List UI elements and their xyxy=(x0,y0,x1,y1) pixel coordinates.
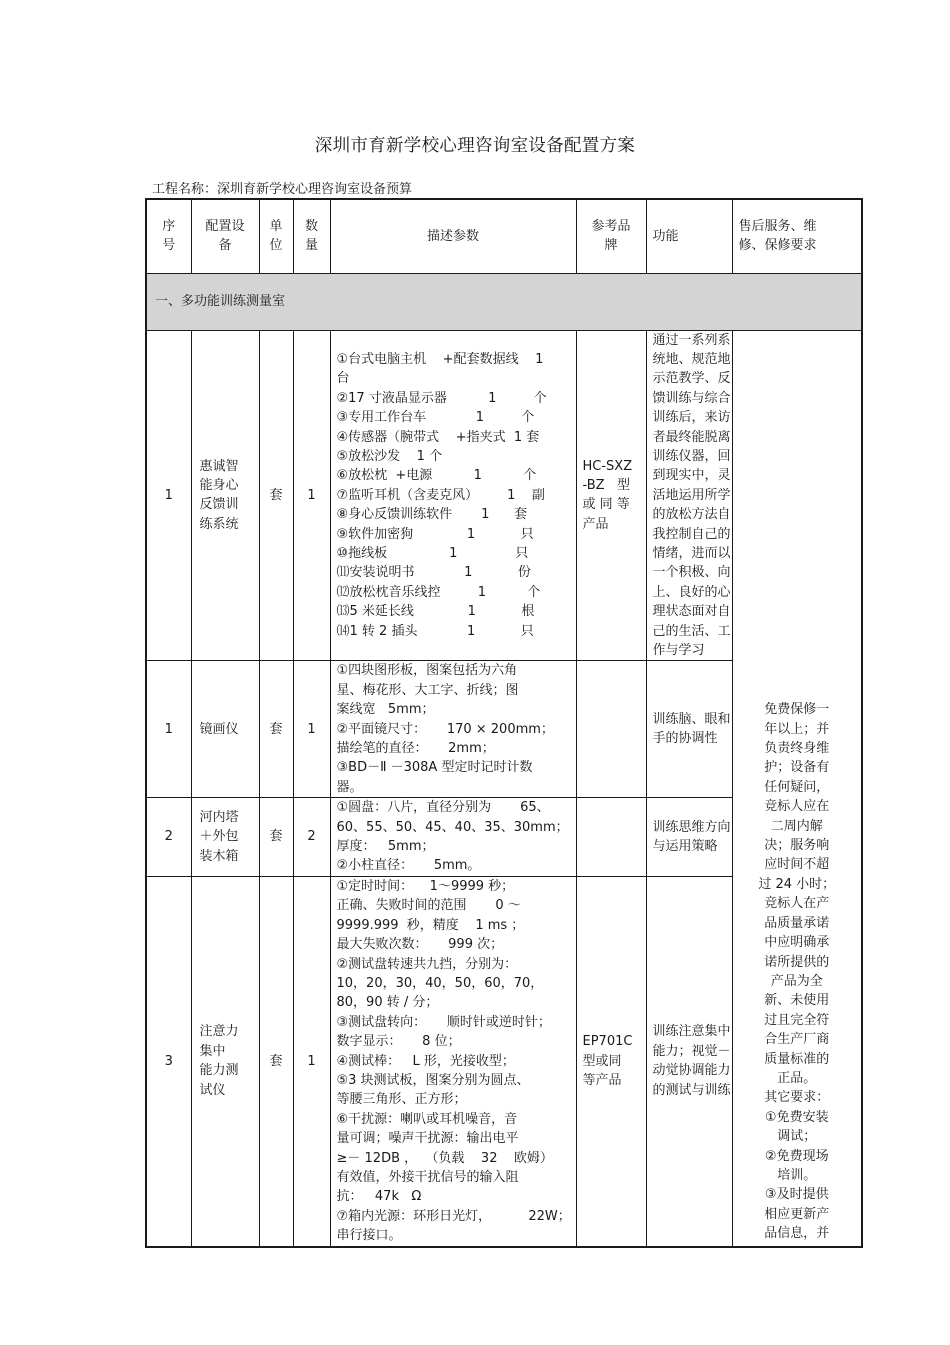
project-name: 工程名称：深圳育新学校心理咨询室设备预算 xyxy=(152,182,413,197)
row-desc: ①四块图形板，图案包括为六角 星、梅花形、大工字、折线；图 案线宽 5mm； ②平面镜尺寸： 170 × 200mm； 描绘笔的直径： 2mm； ③BD－Ⅱ －308A 型定时记时计数 器。 xyxy=(330,661,576,798)
row-qty: 1 xyxy=(293,330,330,661)
header-seq: 序 号 xyxy=(146,199,191,273)
row-device: 惠诚智 能身心 反馈训 练系统 xyxy=(191,330,259,661)
document-title: 深圳市育新学校心理咨询室设备配置方案 xyxy=(314,136,636,156)
row-brand xyxy=(576,798,646,877)
row-unit: 套 xyxy=(259,798,293,877)
row-qty: 2 xyxy=(293,798,330,877)
header-qty: 数 量 xyxy=(293,199,330,273)
row-func: 通过一系列系 统地、规范地 示范教学、反 馈训练与综合 训练后，来访 者最终能脱离 训练仪器，回 到现实中，灵 活地运用所学 的放松方法自 我控制自己的 情绪，进而以 一个积极、向 上、良好的心 理状态面对自 己的生活、工 作与学习 xyxy=(646,330,732,661)
header-device: 配置设 备 xyxy=(191,199,259,273)
header-func: 功能 xyxy=(646,199,732,273)
row-desc: ①定时时间： 1～9999 秒； 正确、失败时间的范围 0 ～ 9999.999 秒，精度 1 ms ； 最大失败次数： 999 次； ②测试盘转速共九挡，分别为： 10，20，30，40，50，60，70， 80，90 转 / 分； ③测试盘转向： 顺时针或逆时针； 数字显示： 8 位； ④测试棒： L 形，光接收型； ⑤3 块测试板，图案分别为圆点、 等腰三角形、正方形； ⑥干扰源：喇叭或耳机噪音，音 量可调；噪声干扰源：输出电平 ≥－ 12DB ， （负载 32 欧姆） 有效值，外接干扰信号的输入阻 抗： 47k Ω ⑦箱内光源：环形日光灯， 22W； 串行接口。 xyxy=(330,876,576,1246)
row-qty: 1 xyxy=(293,876,330,1246)
table-row xyxy=(146,330,862,661)
service-cell: 免费保修一 年以上；并 负责终身维 护；设备有 任何疑问， 竞标人应在 二周内解 决；服务响 应时间不超 过 24 小时； 竞标人在产 品质量承诺 中应明确承 诺所提供的 产品为全 新、未使用 过且完全符 合生产厂商 质量标准的 正品。 其它要求： ①免费安装 调试； ②免费现场 培训。 ③及时提供 相应更新产 品信息，并 xyxy=(732,330,862,1247)
header-service: 售后服务、维 修、保修要求 xyxy=(732,199,862,273)
header-brand: 参考品 牌 xyxy=(576,199,646,273)
row-brand xyxy=(576,661,646,798)
row-seq: 1 xyxy=(146,661,191,798)
row-desc: ①台式电脑主机 +配套数据线 1 台 ②17 寸液晶显示器 1 个 ③专用工作台车 1 个 ④传感器（腕带式 +指夹式 1 套 ⑤放松沙发 1 个 ⑥放松枕 +电源 1 个 ⑦监听耳机（含麦克风） 1 副 ⑧身心反馈训练软件 1 套 ⑨软件加密狗 1 只 ⑩拖线板 1 只 ⑾安装说明书 1 份 ⑿放松枕音乐线控 1 个 ⒀5 米延长线 1 根 ⒁1 转 2 插头 1 只 xyxy=(330,330,576,661)
row-brand: HC-SXZ -BZ 型 或 同 等 产品 xyxy=(576,330,646,661)
row-qty: 1 xyxy=(293,661,330,798)
row-unit: 套 xyxy=(259,330,293,661)
row-seq: 3 xyxy=(146,876,191,1246)
row-device: 河内塔 ＋外包 装木箱 xyxy=(191,798,259,877)
row-func: 训练注意集中 能力；视觉－ 动觉协调能力 的测试与训练 xyxy=(646,876,732,1246)
table-header-row xyxy=(146,199,862,273)
row-func: 训练脑、眼和 手的协调性 xyxy=(646,661,732,798)
row-unit: 套 xyxy=(259,876,293,1246)
row-unit: 套 xyxy=(259,661,293,798)
header-unit: 单 位 xyxy=(259,199,293,273)
header-desc: 描述参数 xyxy=(330,199,576,273)
row-device: 注意力 集中 能力测 试仪 xyxy=(191,876,259,1246)
row-device: 镜画仪 xyxy=(191,661,259,798)
equipment-table xyxy=(145,198,863,1248)
row-seq: 2 xyxy=(146,798,191,877)
row-seq: 1 xyxy=(146,330,191,661)
row-func: 训练思维方向 与运用策略 xyxy=(646,798,732,877)
row-desc: ①圆盘：八片，直径分别为 65、 60、55、50、45、40、35、30mm； 厚度： 5mm； ②小柱直径： 5mm。 xyxy=(330,798,576,877)
section-title: 一、多功能训练测量室 xyxy=(146,273,862,330)
row-brand: EP701C 型或同 等产品 xyxy=(576,876,646,1246)
section-row xyxy=(146,273,862,330)
